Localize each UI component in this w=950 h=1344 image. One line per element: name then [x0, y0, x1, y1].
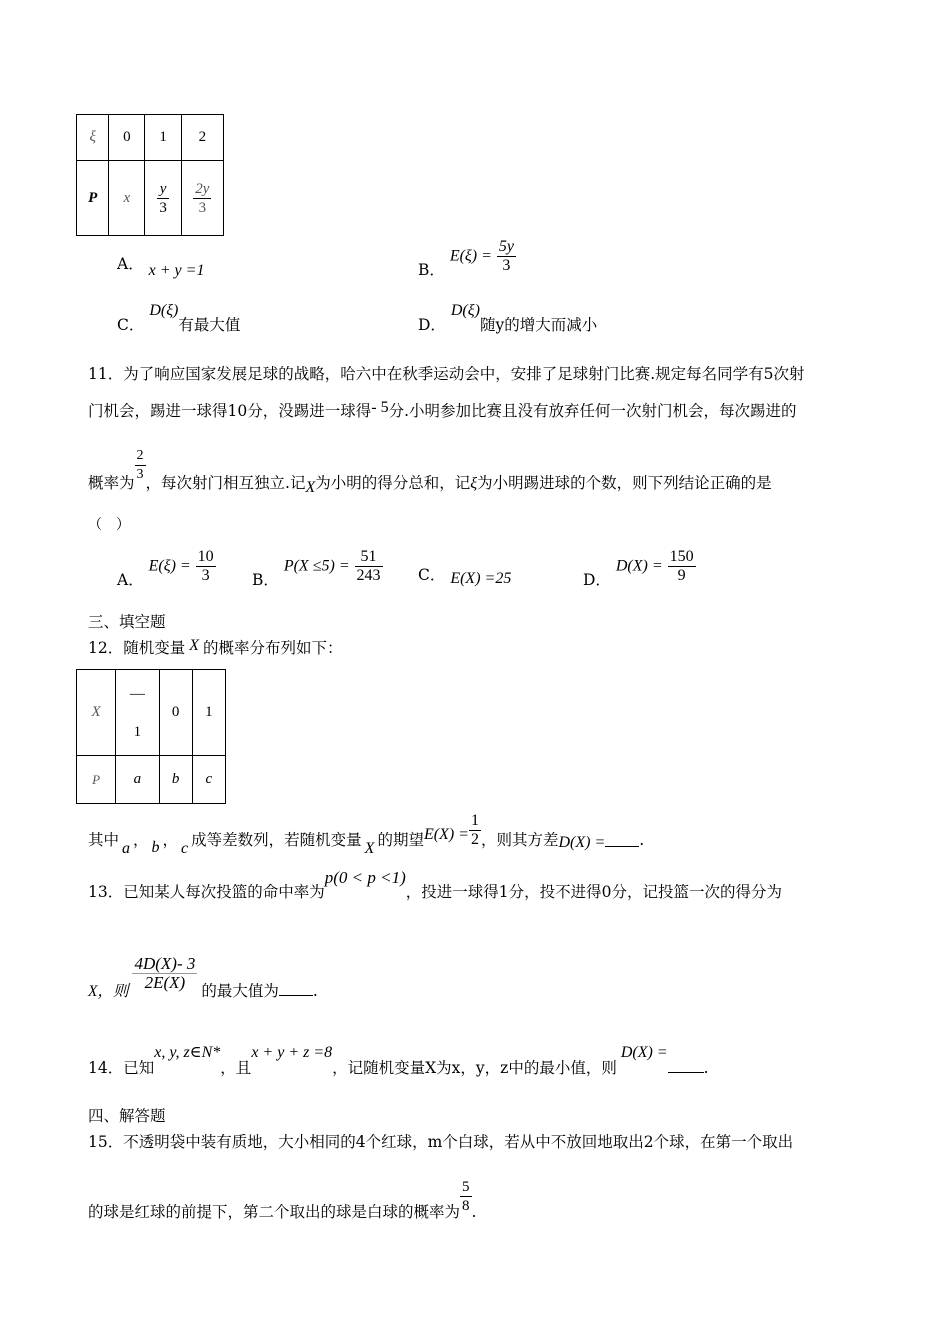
q15-line2: [88, 1178, 477, 1221]
math-minus-five: - 5: [371, 399, 389, 416]
answer-blank[interactable]: [605, 832, 639, 847]
text: ，每次射门相互独立.记: [145, 473, 306, 492]
option-math: x + y =1: [148, 262, 205, 279]
q10-table-p-header: P: [77, 161, 109, 236]
text: 其中: [88, 830, 120, 849]
text: .: [703, 1059, 709, 1077]
q11-option-b: [252, 548, 383, 589]
math-x: X: [305, 478, 316, 496]
answer-blank[interactable]: [668, 1058, 704, 1073]
frac-den: 3: [201, 567, 210, 584]
text: ，投进一球得1分，投不进得0分，记投篮一次的得分为: [405, 883, 782, 901]
text: X，则: [88, 982, 129, 1000]
q12-table-cell: 1: [192, 670, 225, 756]
q15-line1: 15．不透明袋中装有质地，大小相同的4个红球，m个白球，若从中不放回地取出2个球，在第一个取出: [88, 1133, 794, 1151]
q10-option-d: [418, 300, 598, 334]
option-math: D(ξ): [149, 302, 179, 319]
q11-line1: 11．为了响应国家发展足球的战略，哈六中在秋季运动会中，安排了足球射门比赛.规定每名同学有5次射: [88, 365, 805, 383]
frac-num: 51: [355, 548, 383, 567]
option-math: D(ξ): [450, 302, 480, 319]
text: ，则其方差: [480, 830, 559, 849]
q10-table-cell: [145, 161, 181, 236]
frac-num: 5y: [498, 238, 514, 255]
minus-sign: —: [129, 685, 145, 702]
text: ，: [133, 830, 149, 849]
frac-num: 4D(X)- 3: [134, 954, 196, 973]
q12-table-cell: c: [192, 756, 225, 804]
frac-den: 9: [677, 567, 686, 584]
math-xi: ξ: [470, 474, 478, 492]
q10-table-cell: [181, 161, 223, 236]
math-x: X: [189, 637, 200, 654]
text: .: [471, 1202, 477, 1221]
frac-num: 1: [470, 812, 479, 829]
answer-blank[interactable]: [279, 981, 313, 996]
text: .: [312, 981, 318, 1000]
text: 的最大值为: [201, 981, 279, 1000]
q10-table-cell: x: [109, 161, 145, 236]
q10-option-b: [418, 238, 516, 279]
text: 的期望: [377, 830, 424, 849]
frac-den: 8: [462, 1198, 470, 1214]
frac-den: 3: [502, 257, 511, 274]
text: ，: [162, 830, 179, 849]
q12-table-cell-minus-one: [116, 670, 159, 756]
text: 成等差数列，若随机变量: [191, 830, 362, 849]
text: ，且: [220, 1059, 252, 1077]
option-label: C．: [117, 316, 145, 334]
frac-num: 2: [135, 447, 146, 466]
frac-num: 2y: [195, 180, 210, 197]
q12-table-cell: a: [116, 756, 159, 804]
q11-option-c: [418, 565, 511, 586]
math-variance: D(X) =: [620, 1044, 668, 1061]
option-math: E(ξ) =: [148, 557, 191, 575]
math-c: c: [181, 839, 189, 857]
option-label: B．: [252, 570, 279, 589]
q13-line1: [88, 868, 782, 901]
q12-table-p-header: P: [77, 756, 116, 804]
q12-table-x-header: X: [77, 670, 116, 756]
frac-den: 3: [159, 199, 167, 216]
option-label: C．: [418, 566, 446, 584]
q11-line2: [88, 401, 797, 422]
section-title-solve: 四、解答题: [88, 1107, 166, 1125]
frac-den: 3: [198, 199, 207, 216]
math-x: X: [364, 839, 375, 857]
frac-den: 243: [356, 567, 381, 584]
text: 14．已知: [88, 1059, 155, 1077]
q12-line1: [88, 638, 343, 659]
text: 的概率分布列如下：: [203, 639, 343, 657]
option-math: D(X) =: [615, 557, 663, 575]
text: 的球是红球的前提下，第二个取出的球是白球的概率为: [88, 1202, 461, 1221]
option-label: B．: [418, 260, 445, 279]
math-variance: D(X) =: [558, 833, 606, 851]
text: .: [639, 830, 645, 849]
math-condition: x, y, z∈N*: [154, 1044, 221, 1061]
q10-option-c: [117, 300, 241, 334]
q14-line1: [88, 1042, 709, 1077]
frac-num: 5: [462, 1179, 470, 1195]
one-digit: 1: [133, 723, 142, 740]
text: 概率为: [88, 473, 135, 492]
q12-table-cell: 0: [159, 670, 192, 756]
math-sum: x + y + z =8: [251, 1044, 333, 1061]
q12-line2: [88, 812, 645, 857]
text: 13．已知某人每次投篮的命中率为: [88, 883, 325, 901]
q13-line2: [88, 954, 318, 1000]
option-label: A．: [117, 570, 144, 589]
option-math: E(X) =25: [450, 570, 512, 587]
option-label: A．: [117, 255, 144, 273]
q10-table-cell: 0: [109, 115, 145, 161]
q10-table-cell: 1: [145, 115, 181, 161]
math-a: a: [122, 839, 131, 857]
frac-den: 2E(X): [144, 973, 186, 992]
frac-num: 10: [197, 548, 214, 565]
q11-option-d: [583, 548, 696, 589]
frac-num: 150: [669, 548, 694, 565]
q10-distribution-table: [76, 114, 224, 236]
q11-line3: [88, 447, 772, 496]
section-title-fill-blank: 三、填空题: [88, 613, 166, 631]
frac-den: 3: [136, 467, 144, 482]
q10-option-a: [117, 254, 205, 279]
text: 12．随机变量: [88, 639, 186, 657]
frac-num: y: [157, 180, 169, 199]
q10-table-xi-header: ξ: [77, 115, 109, 161]
q12-table-cell: b: [159, 756, 192, 804]
option-label: D．: [583, 570, 611, 589]
text: 为小明的得分总和，记: [315, 473, 471, 492]
option-math: E(ξ) =: [449, 247, 492, 265]
math-expectation: E(X) =: [423, 825, 469, 843]
option-text: 有最大值: [178, 316, 241, 334]
text: ，记随机变量X为x，y，z中的最小值，则: [332, 1059, 617, 1077]
math-b: b: [151, 838, 160, 856]
q11-option-a: [117, 548, 216, 589]
q12-distribution-table: [76, 669, 226, 804]
text: 为小明踢进球的个数，则下列结论正确的是: [477, 473, 772, 492]
math-probability: p(0 < p <1): [324, 868, 406, 887]
option-math: P(X ≤5) =: [283, 557, 350, 575]
text: 门机会，踢进一球得10分，没踢进一球得: [88, 402, 372, 420]
text: 分.小明参加比赛且没有放弃任何一次射门机会，每次踢进的: [388, 402, 797, 420]
frac-den: 2: [470, 831, 479, 848]
option-text: 随y的增大而减小: [479, 316, 598, 334]
q11-answer-paren: （ ）: [88, 517, 130, 533]
option-label: D．: [418, 316, 446, 334]
q10-table-cell: 2: [181, 115, 223, 161]
